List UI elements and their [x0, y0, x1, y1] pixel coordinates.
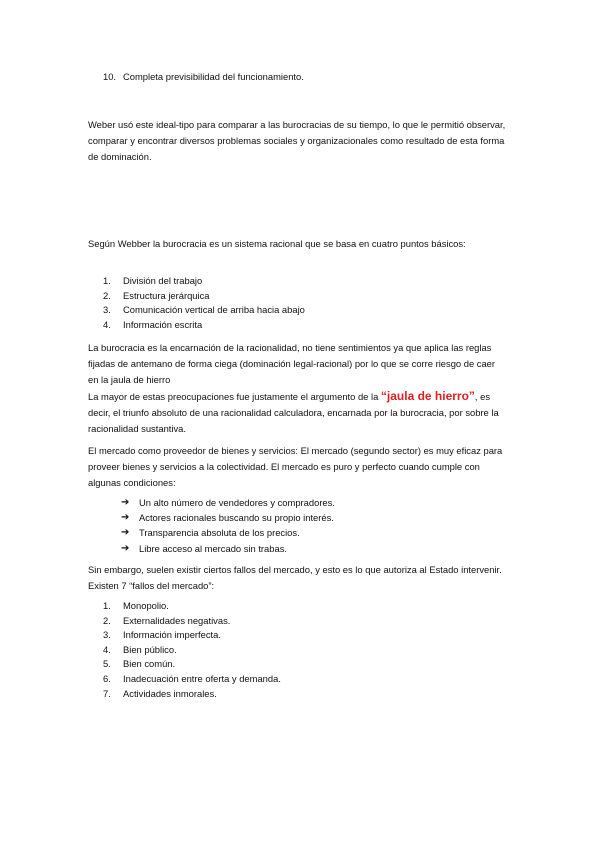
- list-item: [103, 274, 305, 289]
- paragraph-text: La mayor de estas preocupaciones fue justamente el argumento de la: [88, 391, 381, 402]
- list-item: [103, 643, 281, 658]
- list-item: [121, 525, 335, 540]
- iron-cage-highlight: “jaula de hierro”: [380, 389, 475, 403]
- list-number: 4.: [103, 318, 111, 330]
- list-text: Completa previsibilidad del funcionamiento.: [123, 71, 304, 82]
- list-item: [121, 541, 335, 556]
- list-item: [103, 672, 281, 687]
- list-text: Comunicación vertical de arriba hacia abajo: [123, 304, 305, 316]
- bureaucracy-points-list: [103, 274, 305, 332]
- paragraph-rationality: La burocracia es la encarnación de la racionalidad, no tiene sentimientos ya que aplica las reglas fijadas de antemano de forma ciega (dominación legal-racional) por lo que se corre riesgo de caer en la jaula de hierro: [88, 342, 495, 385]
- list-text: Información imperfecta.: [123, 629, 221, 641]
- list-number: 10.: [103, 71, 117, 82]
- list-text: Inadecuación entre oferta y demanda.: [123, 672, 281, 684]
- paragraph-weber-ideal-type: Weber usó este ideal-tipo para comparar a las burocracias de su tiempo, lo que le permitió observar, comparar y encontrar diversos problemas sociales y organizacionales como resultado de esta forma de dominación.: [88, 119, 506, 162]
- list-item: [103, 614, 281, 629]
- list-text: Libre acceso al mercado sin trabas.: [139, 542, 287, 554]
- list-text: Estructura jerárquica: [123, 289, 210, 301]
- list-item: [103, 318, 305, 333]
- list-text: Actividades inmorales.: [123, 687, 217, 699]
- list-item: [121, 495, 335, 510]
- list-number: 1.: [103, 600, 111, 611]
- arrow-right-icon: ➔: [121, 542, 130, 554]
- list-item: [103, 599, 281, 614]
- list-item: [103, 289, 305, 304]
- paragraph-text: , es decir, el triunfo absoluto de una racionalidad calculadora, encarnada por la burocracia, por sobre la racionalidad sustantiva.: [88, 391, 499, 434]
- list-number: 4.: [103, 643, 111, 655]
- paragraph-market: El mercado como proveedor de bienes y servicios: El mercado (segundo sector) es muy eficaz para proveer bienes y servicios a la colectividad. El mercado es puro y perfecto cuando cumple con algunas condiciones:: [88, 445, 503, 488]
- arrow-right-icon: ➔: [121, 527, 130, 539]
- list-number: 7.: [103, 687, 111, 699]
- market-conditions-list: [121, 495, 335, 556]
- arrow-right-icon: ➔: [121, 512, 130, 524]
- list-text: Bien común.: [123, 658, 176, 670]
- list-text: Actores racionales buscando su propio interés.: [139, 512, 334, 524]
- market-failures-list: [103, 599, 281, 701]
- list-number: 3.: [103, 304, 111, 316]
- list-text: Transparencia absoluta de los precios.: [139, 527, 300, 539]
- list-text: Monopolio.: [123, 600, 169, 611]
- list-number: 5.: [103, 658, 111, 670]
- list-number: 6.: [103, 672, 111, 684]
- list-item: [103, 628, 281, 643]
- list-item: [103, 687, 281, 702]
- list-text: Bien público.: [123, 643, 177, 655]
- list-number: 3.: [103, 629, 111, 641]
- list-text: Un alto número de vendedores y compradores.: [139, 497, 335, 508]
- list-text: Información escrita: [123, 318, 203, 330]
- list-item: [103, 303, 305, 318]
- list-number: 2.: [103, 614, 111, 626]
- list-item: [103, 657, 281, 672]
- paragraph-bureaucracy-intro: Según Webber la burocracia es un sistema racional que se basa en cuatro puntos básicos:: [88, 238, 466, 249]
- list-item-10: [103, 70, 304, 85]
- list-number: 1.: [103, 275, 111, 286]
- list-text: División del trabajo: [123, 275, 203, 286]
- paragraph-market-failures: Sin embargo, suelen existir ciertos fallos del mercado, y esto es lo que autoriza al Estado intervenir. Existen 7 “fallos del mercado”:: [88, 564, 502, 591]
- paragraph-iron-cage: [88, 388, 508, 437]
- list-text: Externalidades negativas.: [123, 614, 231, 626]
- list-item: [121, 510, 335, 525]
- arrow-right-icon: ➔: [121, 497, 130, 508]
- list-number: 2.: [103, 289, 111, 301]
